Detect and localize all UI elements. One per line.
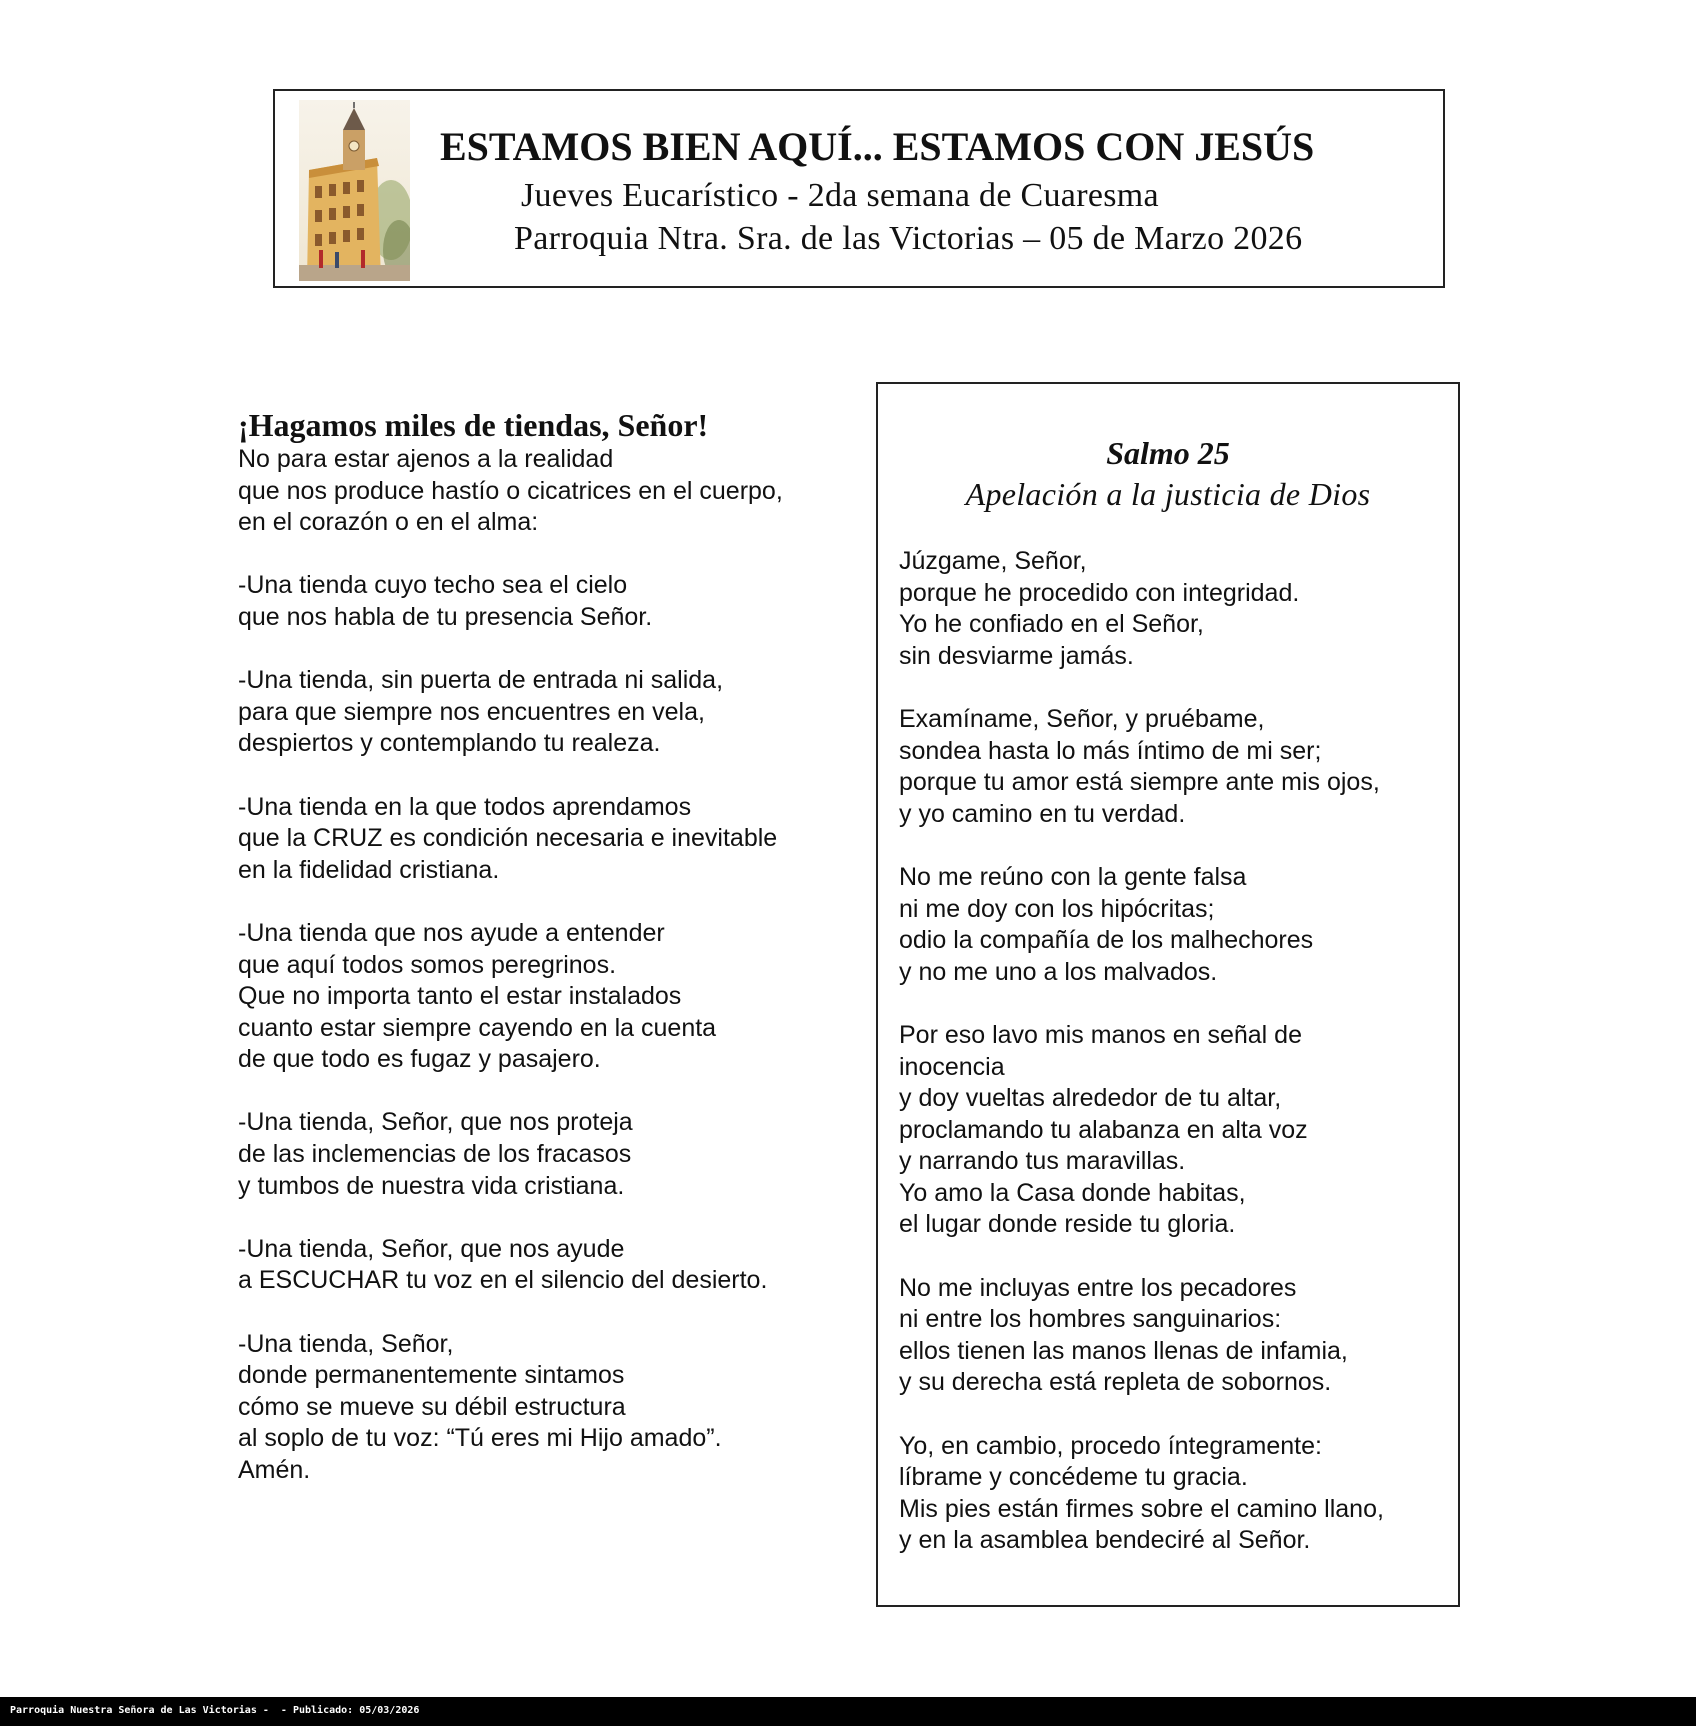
verse-line: No me incluyas entre los pecadores <box>899 1273 1297 1302</box>
verse-line: al soplo de tu voz: “Tú eres mi Hijo amado”. <box>238 1424 722 1453</box>
verse-line: Mis pies están firmes sobre el camino llano, <box>899 1494 1384 1523</box>
verse-line: No me reúno con la gente falsa <box>899 862 1247 891</box>
verse-line: -Una tienda en la que todos aprendamos <box>238 792 692 821</box>
stanza <box>899 1431 1459 1557</box>
prayer-title: ¡Hagamos miles de tiendas, Señor! <box>238 407 709 443</box>
verse-line: y no me uno a los malvados. <box>899 957 1218 986</box>
stanza <box>899 1273 1459 1399</box>
prayer-body <box>238 444 858 1487</box>
verse-line: de que todo es fugaz y pasajero. <box>238 1045 601 1074</box>
verse-line: -Una tienda, sin puerta de entrada ni salida, <box>238 666 724 695</box>
verse-line: que nos habla de tu presencia Señor. <box>238 602 653 631</box>
verse-line: -Una tienda cuyo techo sea el cielo <box>238 571 628 600</box>
stanza <box>899 862 1459 988</box>
stanza <box>238 444 858 539</box>
verse-line: Amén. <box>238 1456 311 1484</box>
verse-line: proclamando tu alabanza en alta voz <box>899 1115 1308 1144</box>
page-title: ESTAMOS BIEN AQUÍ... ESTAMOS CON JESÚS <box>440 124 1315 169</box>
psalm-box <box>876 382 1460 1607</box>
verse-line: ni me doy con los hipócritas; <box>899 894 1215 923</box>
verse-line: sin desviarme jamás. <box>899 641 1134 670</box>
stanza <box>238 792 858 887</box>
stanza <box>238 1329 858 1487</box>
verse-line: ni entre los hombres sanguinarios: <box>899 1305 1282 1334</box>
verse-line: en la fidelidad cristiana. <box>238 855 500 884</box>
verse-line: Júzgame, Señor, <box>899 547 1087 575</box>
psalm-body <box>899 546 1459 1589</box>
verse-line: cuanto estar siempre cayendo en la cuenta <box>238 1013 717 1042</box>
stanza <box>899 704 1459 830</box>
verse-line: Yo he confiado en el Señor, <box>899 610 1204 639</box>
verse-line: que aquí todos somos peregrinos. <box>238 950 617 979</box>
psalm-title: Salmo 25 <box>1106 435 1230 471</box>
verse-line: inocencia <box>899 1052 1005 1081</box>
verse-line: despiertos y contemplando tu realeza. <box>238 729 661 758</box>
stanza <box>238 665 858 760</box>
verse-line: el lugar donde reside tu gloria. <box>899 1210 1236 1239</box>
verse-line: cómo se mueve su débil estructura <box>238 1392 626 1421</box>
footer-text: Parroquia Nuestra Señora de Las Victorias - - Publicado: 05/03/2026 <box>10 1705 420 1716</box>
verse-line: y en la asamblea bendeciré al Señor. <box>899 1526 1311 1555</box>
verse-line: en el corazón o en el alma: <box>238 508 539 537</box>
verse-line: Examíname, Señor, y pruébame, <box>899 704 1265 733</box>
footer-bar <box>0 1697 1696 1726</box>
verse-line: de las inclemencias de los fracasos <box>238 1140 632 1169</box>
verse-line: Por eso lavo mis manos en señal de <box>899 1020 1302 1049</box>
verse-line: -Una tienda, Señor, <box>238 1329 454 1358</box>
verse-line: a ESCUCHAR tu voz en el silencio del desierto. <box>238 1266 768 1295</box>
verse-line: -Una tienda, Señor, que nos ayude <box>238 1234 625 1263</box>
header-box <box>273 89 1445 288</box>
verse-line: ellos tienen las manos llenas de infamia, <box>899 1336 1348 1365</box>
stanza <box>238 918 858 1076</box>
verse-line: Yo, en cambio, procedo íntegramente: <box>899 1431 1322 1460</box>
verse-line: que la CRUZ es condición necesaria e inevitable <box>238 824 778 853</box>
verse-line: y yo camino en tu verdad. <box>899 799 1186 828</box>
stanza <box>238 1234 858 1297</box>
verse-line: y narrando tus maravillas. <box>899 1147 1186 1176</box>
stanza <box>238 570 858 633</box>
verse-line: odio la compañía de los malhechores <box>899 926 1314 955</box>
verse-line: -Una tienda, Señor, que nos proteja <box>238 1108 633 1137</box>
verse-line: y tumbos de nuestra vida cristiana. <box>238 1171 625 1200</box>
header-subtitle-parish-date: Parroquia Ntra. Sra. de las Victorias – 05 de Marzo 2026 <box>514 220 1303 257</box>
stanza <box>899 546 1459 672</box>
verse-line: Que no importa tanto el estar instalados <box>238 982 682 1011</box>
verse-line: y doy vueltas alrededor de tu altar, <box>899 1084 1282 1113</box>
verse-line: -Una tienda que nos ayude a entender <box>238 918 665 947</box>
verse-line: porque tu amor está siempre ante mis ojos, <box>899 768 1380 797</box>
verse-line: y su derecha está repleta de sobornos. <box>899 1368 1332 1397</box>
psalm-subtitle: Apelación a la justicia de Dios <box>965 476 1371 512</box>
stanza <box>899 1020 1459 1241</box>
verse-line: Yo amo la Casa donde habitas, <box>899 1178 1246 1207</box>
prayer-section <box>238 406 858 1518</box>
verse-line: porque he procedido con integridad. <box>899 578 1300 607</box>
verse-line: sondea hasta lo más íntimo de mi ser; <box>899 736 1322 765</box>
verse-line: para que siempre nos encuentres en vela, <box>238 697 705 726</box>
verse-line: que nos produce hastío o cicatrices en el cuerpo, <box>238 476 783 505</box>
stanza <box>238 1107 858 1202</box>
header-subtitle-occasion: Jueves Eucarístico - 2da semana de Cuaresma <box>521 177 1159 214</box>
verse-line: No para estar ajenos a la realidad <box>238 445 614 473</box>
church-tower-illustration <box>299 100 410 281</box>
verse-line: donde permanentemente sintamos <box>238 1361 625 1390</box>
verse-line: líbrame y concédeme tu gracia. <box>899 1463 1248 1492</box>
